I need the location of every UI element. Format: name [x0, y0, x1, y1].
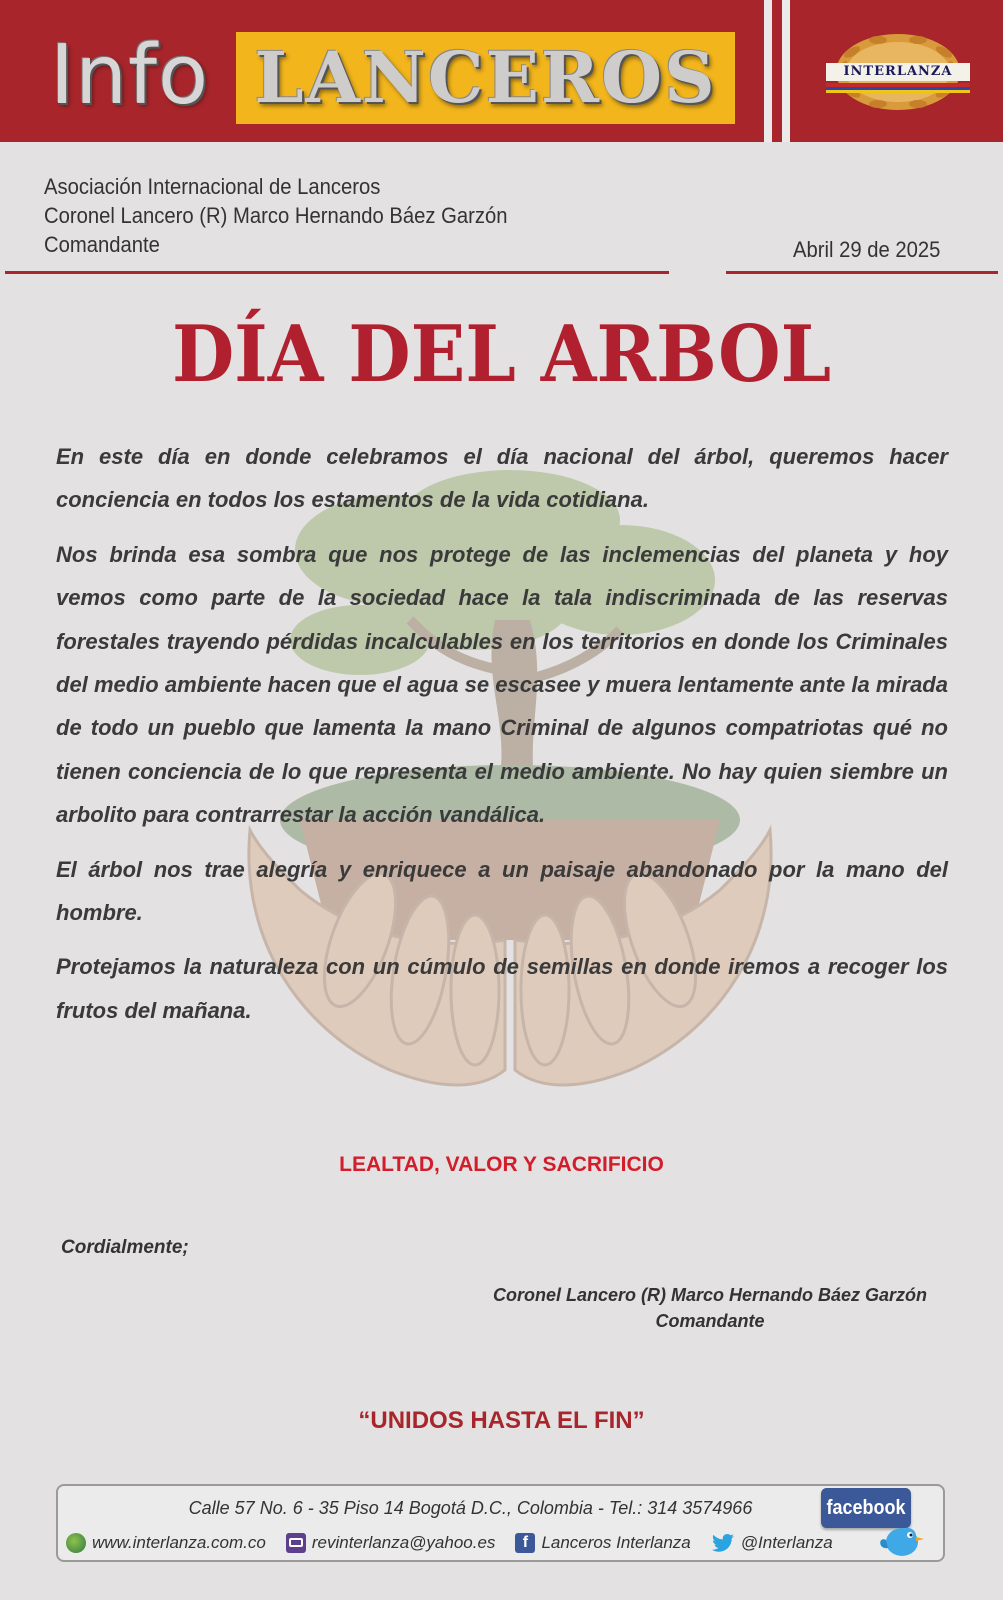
website-link[interactable]: www.interlanza.com.co [92, 1533, 266, 1552]
commander-name: Coronel Lancero (R) Marco Hernando Báez Garzón [44, 203, 508, 228]
mail-icon [286, 1533, 306, 1553]
association-block [44, 172, 508, 259]
footer-contacts [66, 1530, 853, 1556]
paragraph: El árbol nos trae alegría y enriquece a un paisaje abandonado por la mano del hombre. [56, 856, 948, 926]
issue-date: Abril 29 de 2025 [793, 237, 941, 262]
facebook-badge[interactable]: facebook [821, 1488, 911, 1528]
signature-block [470, 1282, 950, 1334]
facebook-icon: f [515, 1533, 535, 1553]
slogan: “UNIDOS HASTA EL FIN” [358, 1407, 645, 1434]
divider-left [5, 271, 669, 274]
page-title: DÍA DEL ARBOL [171, 309, 832, 400]
header-band-divider [782, 0, 790, 142]
divider-right [726, 271, 998, 274]
contact-footer [56, 1484, 945, 1562]
header-band-stripe [772, 0, 782, 142]
paragraph: Nos brinda esa sombra que nos protege de las inclemencias del planeta y hoy vemos como parte de la sociedad hace la tala indiscriminada de las reservas forestales trayendo pérdidas incalculables en los territorios en donde los Criminales del medio ambiente hacen que el agua se escasee y muera lentamente ante la mirada de todo un pueblo que lamenta la mano Criminal de algunos compatriotas qué no tienen conciencia de lo que representa el medio ambiente. No hay quien siembre un arbolito para contrarrestar la acción vandálica. [56, 541, 948, 828]
salutation: Cordialmente; [61, 1237, 189, 1258]
facebook-link[interactable]: Lanceros Interlanza [541, 1533, 691, 1552]
paragraph: En este día en donde celebramos el día nacional del árbol, queremos hacer conciencia en todos los estamentos de la vida cotidiana. [56, 444, 948, 513]
brand-name: LANCEROS [254, 36, 717, 119]
signer-name: Coronel Lancero (R) Marco Hernando Báez Garzón [492, 1285, 928, 1305]
brand-prefix: Info [50, 28, 210, 123]
footer-address: Calle 57 No. 6 - 35 Piso 14 Bogotá D.C., Colombia - Tel.: 314 3574966 [188, 1498, 753, 1518]
emblem-label: INTERLANZA [826, 63, 970, 81]
twitter-bird-icon [876, 1516, 928, 1560]
twitter-icon [711, 1533, 735, 1553]
header-band [0, 0, 1003, 142]
commander-title: Comandante [44, 232, 160, 257]
letter-body [56, 435, 948, 1043]
motto: LEALTAD, VALOR Y SACRIFICIO [339, 1153, 664, 1176]
globe-icon [66, 1533, 86, 1553]
paragraph: Protejamos la naturaleza con un cúmulo de semillas en donde iremos a recoger los frutos del mañana. [56, 954, 948, 1023]
email-link[interactable]: revinterlanza@yahoo.es [311, 1533, 496, 1552]
signer-title: Comandante [655, 1311, 765, 1331]
header-band-divider [764, 0, 772, 142]
twitter-handle[interactable]: @Interlanza [740, 1533, 833, 1552]
association-name: Asociación Internacional de Lanceros [44, 174, 381, 199]
